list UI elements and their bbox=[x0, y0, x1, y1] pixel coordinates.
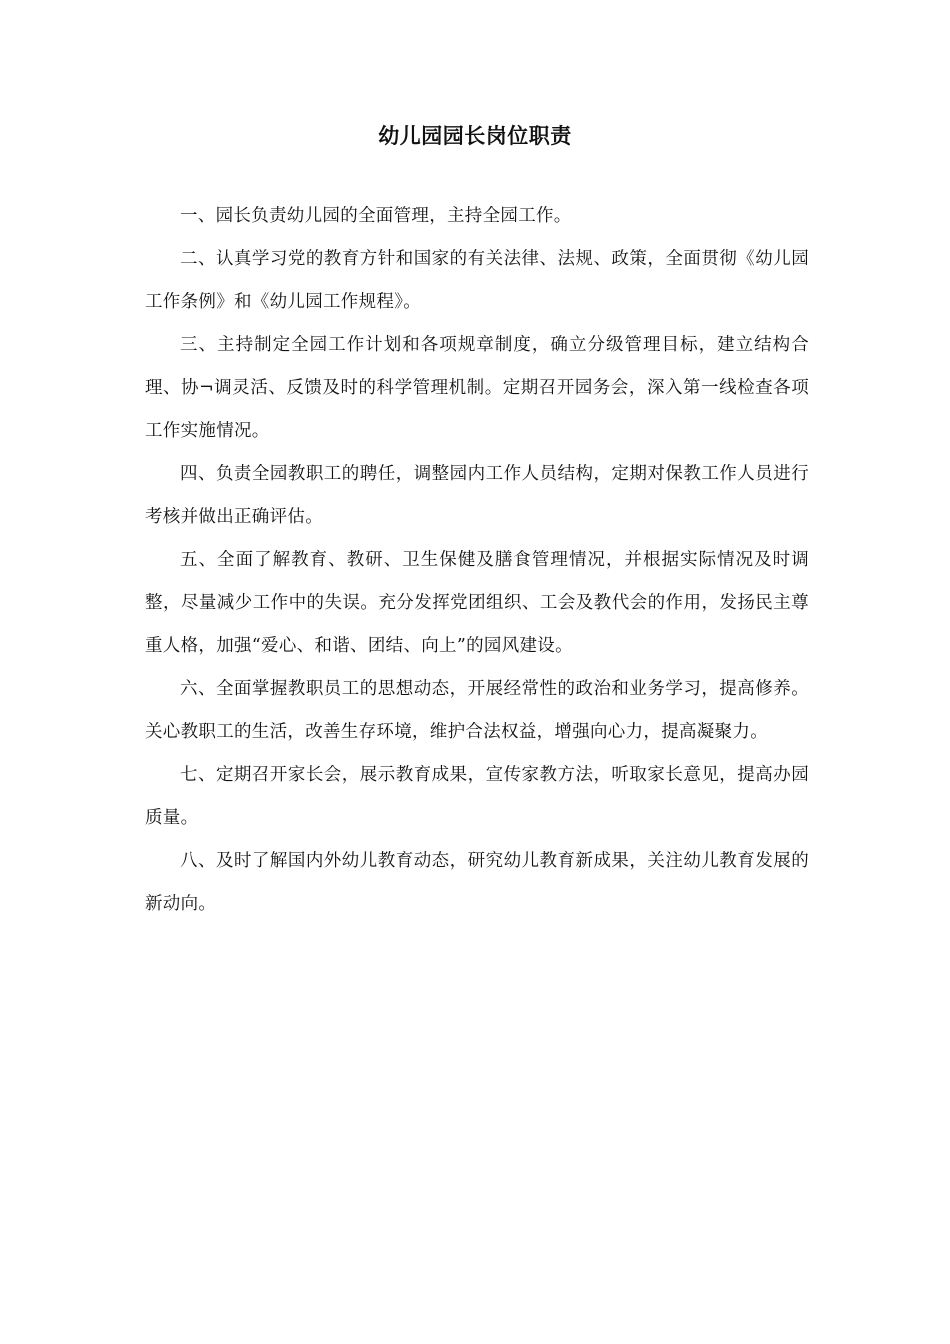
paragraph-6: 六、全面掌握教职员工的思想动态，开展经常性的政治和业务学习，提高修养。关心教职工的生活，改善生存环境，维护合法权益，增强向心力，提高凝聚力。 bbox=[145, 679, 809, 742]
paragraph-5: 五、全面了解教育、教研、卫生保健及膳食管理情况，并根据实际情况及时调整，尽量减少工作中的失误。充分发挥党团组织、工会及教代会的作用，发扬民主尊重人格，加强“爱心、和谐、团结、向上”的园风建设。 bbox=[145, 550, 809, 656]
document-title: 幼儿园园长岗位职责 bbox=[378, 123, 572, 148]
paragraph-2: 二、认真学习党的教育方针和国家的有关法律、法规、政策，全面贯彻《幼儿园工作条例》和《幼儿园工作规程》。 bbox=[145, 249, 809, 312]
paragraph-3: 三、主持制定全园工作计划和各项规章制度，确立分级管理目标，建立结构合理、协¬调灵活、反馈及时的科学管理机制。定期召开园务会，深入第一线检查各项工作实施情况。 bbox=[145, 335, 809, 441]
paragraph-4: 四、负责全园教职工的聘任，调整园内工作人员结构，定期对保教工作人员进行考核并做出正确评估。 bbox=[145, 464, 809, 527]
paragraph-7: 七、定期召开家长会，展示教育成果，宣传家教方法，听取家长意见，提高办园质量。 bbox=[145, 765, 809, 828]
document-body bbox=[145, 195, 809, 926]
paragraph-1: 一、园长负责幼儿园的全面管理，主持全园工作。 bbox=[180, 206, 572, 226]
paragraph-8: 八、及时了解国内外幼儿教育动态，研究幼儿教育新成果，关注幼儿教育发展的新动向。 bbox=[145, 851, 809, 914]
